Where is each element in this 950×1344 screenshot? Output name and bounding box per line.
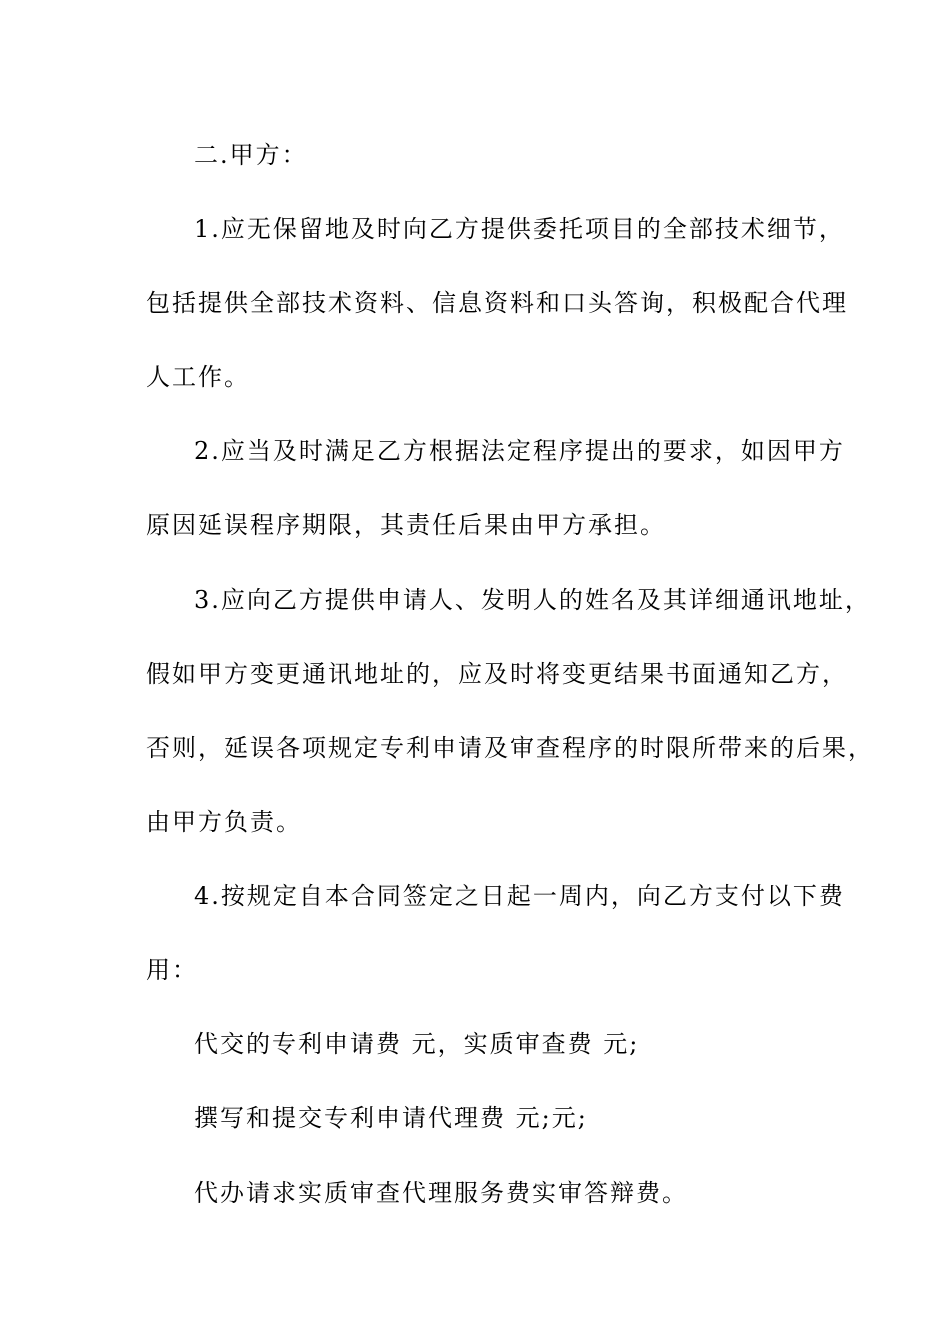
paragraph-line: 人工作。 bbox=[146, 363, 250, 391]
paragraph-line: 由甲方负责。 bbox=[146, 808, 302, 836]
paragraph-line: 用： bbox=[146, 956, 198, 984]
paragraph-line: 3.应向乙方提供申请人、发明人的姓名及其详细通讯地址， bbox=[194, 586, 871, 614]
paragraph-line: 1.应无保留地及时向乙方提供委托项目的全部技术细节， bbox=[194, 215, 845, 243]
paragraph-line: 2.应当及时满足乙方根据法定程序提出的要求，如因甲方 bbox=[194, 437, 845, 465]
paragraph-line: 原因延误程序期限，其责任后果由甲方承担。 bbox=[146, 511, 666, 539]
paragraph-line: 包括提供全部技术资料、信息资料和口头答询，积极配合代理 bbox=[146, 289, 848, 317]
paragraph-line: 4.按规定自本合同签定之日起一周内，向乙方支付以下费 bbox=[194, 882, 845, 910]
paragraph-line: 代交的专利申请费 元，实质审查费 元; bbox=[194, 1030, 640, 1058]
paragraph-line: 代办请求实质审查代理服务费实审答辩费。 bbox=[194, 1179, 688, 1207]
paragraph-line: 撰写和提交专利申请代理费 元;元; bbox=[194, 1104, 588, 1132]
section-heading: 二.甲方： bbox=[194, 141, 308, 169]
paragraph-line: 否则，延误各项规定专利申请及审查程序的时限所带来的后果， bbox=[146, 734, 874, 762]
paragraph-line: 假如甲方变更通讯地址的，应及时将变更结果书面通知乙方， bbox=[146, 660, 848, 688]
